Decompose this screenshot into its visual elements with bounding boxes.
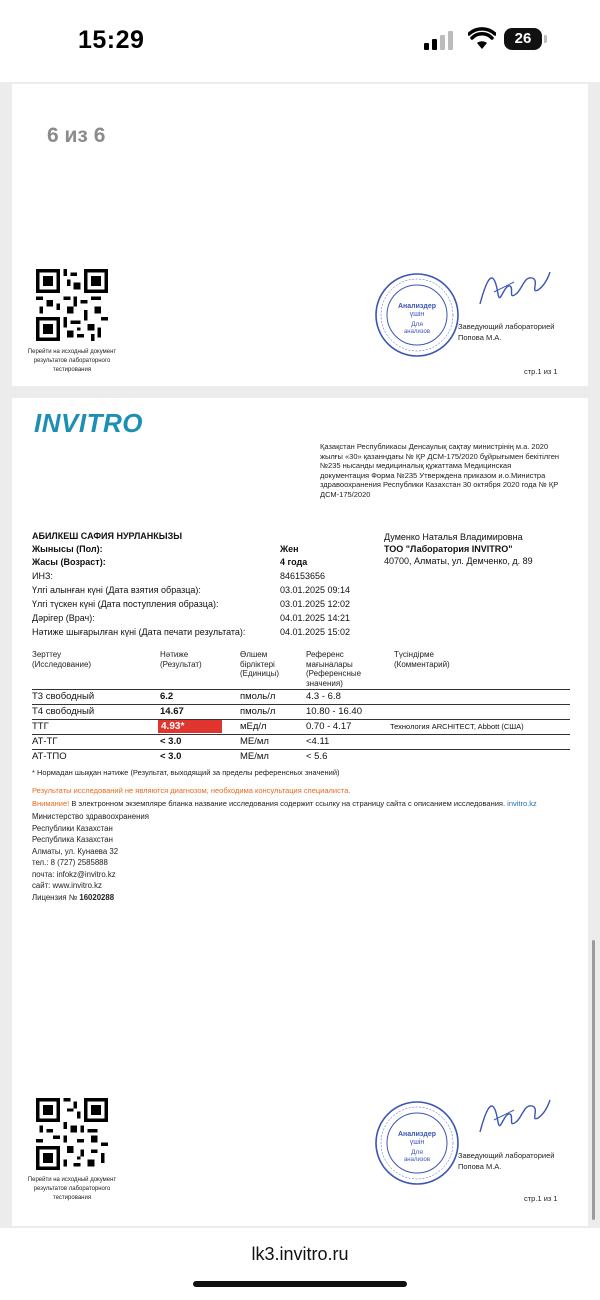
contacts-block xyxy=(32,811,149,903)
svg-text:анализов: анализов xyxy=(403,1157,431,1163)
invitro-logo: INVITRO xyxy=(34,408,143,438)
wifi-icon xyxy=(468,27,496,51)
scrollbar[interactable] xyxy=(592,940,595,1220)
head-lab-title: Заведующий лабораторией xyxy=(458,322,555,331)
row-result: < 3.0 xyxy=(160,736,182,747)
contact-phone: тел.: 8 (727) 2585888 xyxy=(32,858,108,867)
row-ref: 10.80 - 16.40 xyxy=(306,706,362,717)
row-units: пмоль/л xyxy=(240,706,276,717)
lab-stamp xyxy=(374,1100,460,1186)
signature xyxy=(474,264,554,312)
info-label: Үлгі алынған күні (Дата взятия образца): xyxy=(32,585,201,595)
table-line xyxy=(32,704,570,705)
document-page-previous[interactable] xyxy=(12,84,588,386)
row-units: МЕ/мл xyxy=(240,751,269,762)
qr-code[interactable] xyxy=(36,269,108,341)
contact-line: Алматы, ул. Кунаева 32 xyxy=(32,846,119,856)
page-counter: 6 из 6 xyxy=(47,124,106,147)
license xyxy=(32,892,149,904)
invitro-link[interactable]: invitro.kz xyxy=(507,799,537,808)
contact-line: Министерство здравоохранения xyxy=(32,812,149,821)
warning-diagnosis: Результаты исследований не являются диагнозом, необходима консультация специалиста. xyxy=(32,786,351,795)
info-value: 04.01.2025 15:02 xyxy=(280,627,351,637)
row-comment: Технология ARCHITECT, Abbott (США) xyxy=(390,722,524,731)
qr-caption: Перейти на исходный документ результатов лабораторного тестирования xyxy=(27,1177,117,1201)
svg-text:Анализдер: Анализдер xyxy=(397,303,437,310)
row-ref: 4.3 - 6.8 xyxy=(306,691,341,702)
head-lab-title: Заведующий лабораторией xyxy=(458,1151,555,1160)
doctor-block xyxy=(384,531,574,567)
ministry-header: Қазақстан Республикасы Денсаулық сақтау министрінің м.а. 2020 жылғы «30» қазанндағы № ҚР ДСМ-175/2020 бұйрығымен бекітілген №235 нысанды медициналық құжаттама Медицинская документация Форма №235 Утверждена приказом и.о.Министра здравоохранения Республики Казахстан 30 октября 2020 года № ҚР ДСМ-175/2020 xyxy=(320,442,560,499)
warning-text: В электронном экземпляре бланка название исследования содержит ссылку на страницу сайта с описанием исследования. xyxy=(71,799,506,808)
contact-line: Республика Казахстан xyxy=(32,835,113,844)
row-ref: 0.70 - 4.17 xyxy=(306,721,352,732)
head-lab-name: Попова М.А. xyxy=(458,1162,502,1171)
svg-text:анализов: анализов xyxy=(403,329,431,335)
info-label: Дәрігер (Врач): xyxy=(32,613,95,623)
row-test: АТ-ТПО xyxy=(32,751,67,762)
contact-line: Республики Казахстан xyxy=(32,823,113,833)
lab-address: 40700, Алматы, ул. Демченко, д. 89 xyxy=(384,556,533,566)
svg-text:Анализдер: Анализдер xyxy=(397,1131,437,1138)
page-number: стр.1 из 1 xyxy=(524,367,558,376)
svg-text:Для: Для xyxy=(411,321,423,328)
info-value: 04.01.2025 14:21 xyxy=(280,613,351,623)
col-header-test: Зерттеу (Исследование) xyxy=(32,650,92,669)
signature xyxy=(474,1092,554,1140)
footnote: * Нормадан шыққан нәтиже (Результат, выходящий за пределы референсных значений) xyxy=(32,768,340,777)
row-result: 6.2 xyxy=(160,691,174,702)
row-units: пмоль/л xyxy=(240,691,276,702)
row-test: Т4 свободный xyxy=(32,706,95,717)
info-label: Нәтиже шығарылған күні (Дата печати результата): xyxy=(32,627,246,637)
row-result: 14.67 xyxy=(160,706,184,717)
contact-site: сайт: www.invitro.kz xyxy=(32,881,102,890)
row-units: мЕд/л xyxy=(240,721,267,732)
row-ref: <4.11 xyxy=(306,736,330,747)
qr-caption: Перейти на исходный документ результатов лабораторного тестирования xyxy=(27,349,117,373)
table-line xyxy=(32,689,570,690)
row-test: Т3 свободный xyxy=(32,691,95,702)
contact-mail: почта: infokz@invitro.kz xyxy=(32,869,116,879)
svg-text:Для: Для xyxy=(411,1149,423,1156)
patient-name: АБИЛКЕШ САФИЯ НУРЛАНКЫЗЫ xyxy=(32,531,183,541)
info-value: 4 года xyxy=(280,557,308,567)
table-line xyxy=(32,734,570,735)
warning-link-notice xyxy=(32,799,537,808)
doctor-name: Думенко Наталья Владимировна xyxy=(384,532,523,542)
license-label: Лицензия № xyxy=(32,892,78,902)
row-units: МЕ/мл xyxy=(240,736,269,747)
info-value: 03.01.2025 12:02 xyxy=(280,599,351,609)
col-header-ref: Референс мағыналары (Референсные значения) xyxy=(306,650,362,688)
svg-text:үшін: үшін xyxy=(409,1139,425,1146)
browser-bottom-bar xyxy=(0,1228,600,1300)
out-of-range-result: 4.93* xyxy=(158,720,222,733)
lab-name: ТОО "Лаборатория INVITRO" xyxy=(384,544,513,554)
info-label: ИНЗ: xyxy=(32,571,53,581)
info-value: 846153656 xyxy=(280,571,326,581)
lab-stamp xyxy=(374,272,460,358)
head-lab-name: Попова М.А. xyxy=(458,333,502,342)
info-label: Жынысы (Пол): xyxy=(32,544,103,554)
row-ref: < 5.6 xyxy=(306,751,328,762)
status-bar xyxy=(0,0,600,82)
home-indicator[interactable] xyxy=(193,1281,407,1287)
col-header-units: Өлшем бірліктері (Единицы) xyxy=(240,650,280,678)
info-label: Үлгі түскен күні (Дата поступления образца): xyxy=(32,599,219,609)
table-line xyxy=(32,749,570,750)
battery-tip xyxy=(544,35,547,43)
svg-text:үшін: үшін xyxy=(409,311,425,318)
row-test: ТТГ xyxy=(32,721,49,732)
warning-label: Внимание! xyxy=(32,799,70,808)
cellular-signal-icon xyxy=(424,30,458,50)
status-time: 15:29 xyxy=(78,26,145,54)
info-value: 03.01.2025 09:14 xyxy=(280,585,351,595)
address-bar-url[interactable]: lk3.invitro.ru xyxy=(251,1244,349,1264)
info-value: Жен xyxy=(280,544,299,554)
row-test: АТ-ТГ xyxy=(32,736,58,747)
qr-code[interactable] xyxy=(36,1098,108,1170)
col-header-result: Нәтиже (Результат) xyxy=(160,650,202,669)
document-page-current[interactable] xyxy=(12,398,588,1226)
table-line xyxy=(32,719,570,720)
battery-icon: 26 xyxy=(504,28,542,50)
row-result: < 3.0 xyxy=(160,751,182,762)
page-number: стр.1 из 1 xyxy=(524,1194,558,1203)
license-number: 16020288 xyxy=(79,892,115,902)
info-label: Жасы (Возраст): xyxy=(32,557,106,567)
col-header-comment: Түсіндірме (Комментарий) xyxy=(394,650,450,669)
